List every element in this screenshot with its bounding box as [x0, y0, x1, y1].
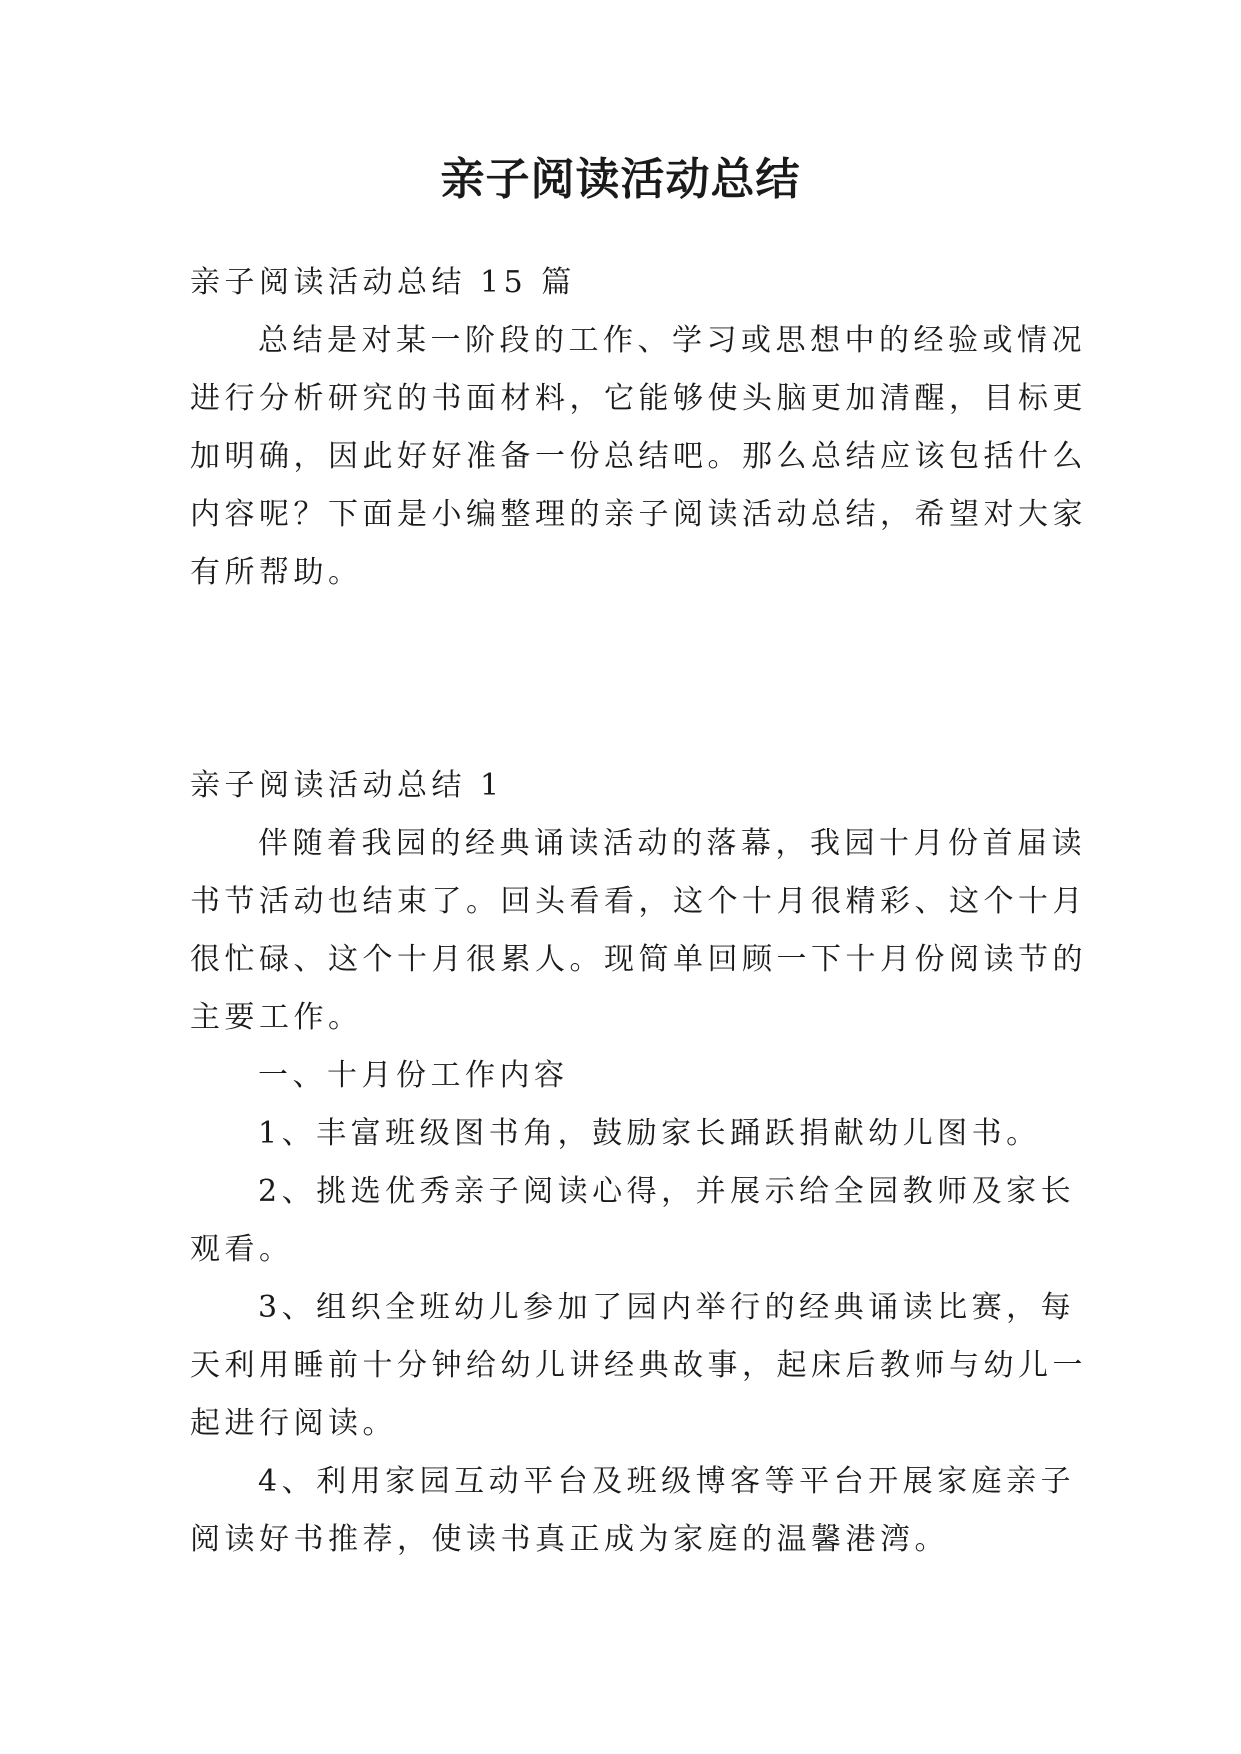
paragraph-line: 主要工作。: [190, 1000, 363, 1035]
subtitle-line: 亲子阅读活动总结 15 篇: [190, 265, 576, 300]
list-item: 4、利用家园互动平台及班级博客等平台开展家庭亲子: [258, 1464, 1076, 1499]
paragraph-line: 伴随着我园的经典诵读活动的落幕，我园十月份首届读: [258, 826, 1086, 861]
paragraph-line: 进行分析研究的书面材料，它能够使头脑更加清醒，目标更: [190, 381, 1087, 416]
paragraph-line: 书节活动也结束了。回头看看，这个十月很精彩、这个十月: [190, 884, 1087, 919]
document-title: 亲子阅读活动总结: [440, 154, 801, 205]
intro-block: [190, 254, 1087, 602]
list-item-continued: 天利用睡前十分钟给幼儿讲经典故事，起床后教师与幼儿一: [190, 1348, 1087, 1383]
section-block: [190, 757, 1087, 1569]
paragraph-line: 总结是对某一阶段的工作、学习或思想中的经验或情况: [258, 323, 1086, 358]
paragraph-line: 有所帮助。: [190, 555, 363, 590]
list-item-continued: 阅读好书推荐，使读书真正成为家庭的温馨港湾。: [190, 1522, 949, 1557]
paragraph-line: 很忙碌、这个十月很累人。现简单回顾一下十月份阅读节的: [190, 942, 1087, 977]
list-item: 2、挑选优秀亲子阅读心得，并展示给全园教师及家长: [258, 1174, 1076, 1209]
paragraph-line: 加明确，因此好好准备一份总结吧。那么总结应该包括什么: [190, 439, 1087, 474]
section-heading: 亲子阅读活动总结 1: [190, 768, 504, 803]
subheading-line: 一、十月份工作内容: [258, 1058, 569, 1093]
list-item: 3、组织全班幼儿参加了园内举行的经典诵读比赛，每: [258, 1290, 1076, 1325]
list-item-continued: 起进行阅读。: [190, 1406, 397, 1441]
paragraph-line: 内容呢？下面是小编整理的亲子阅读活动总结，希望对大家: [190, 497, 1087, 532]
list-item: 1、丰富班级图书角，鼓励家长踊跃捐献幼儿图书。: [258, 1116, 1041, 1151]
list-item-continued: 观看。: [190, 1232, 294, 1267]
